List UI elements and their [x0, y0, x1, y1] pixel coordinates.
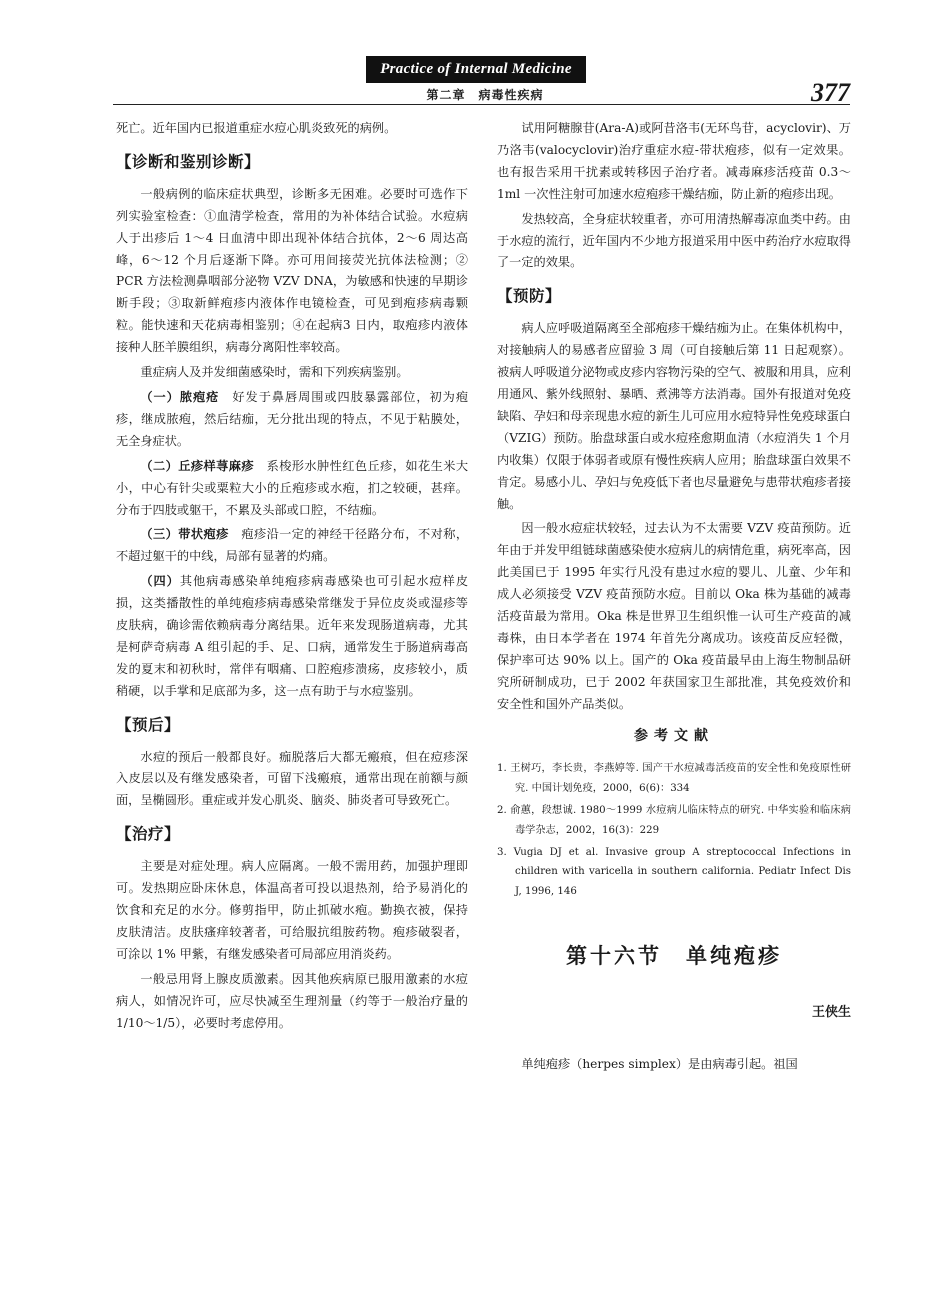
chapter-heading: 第二章 病毒性疾病: [426, 88, 544, 102]
item-lead: （二）丘疹样荨麻疹: [140, 458, 254, 473]
item-lead: （三）带状疱疹: [140, 527, 229, 542]
reference-item: 2. 俞蕙，段想诚. 1980～1999 水痘病儿临床特点的研究. 中华实验和临床病毒学杂志，2002，16(3)：229: [497, 805, 851, 836]
paragraph: 单纯疱疹（herpes simplex）是由病毒引起。祖国: [521, 1056, 798, 1071]
references-title: 参考文献: [634, 727, 714, 744]
item-text: 疱疹沿一定的神经干径路分布，不对称，不超过躯干的中线，局部有显著的灼痛。: [116, 527, 469, 564]
author-name: 王侠生: [811, 1004, 851, 1020]
header-rule: [113, 104, 850, 105]
section-heading-diagnosis: 【诊断和鉴别诊断】: [116, 152, 261, 171]
section-heading-treatment: 【治疗】: [116, 825, 181, 844]
page-number: 377: [811, 78, 850, 107]
section-heading-prognosis: 【预后】: [116, 715, 181, 734]
left-column: [116, 118, 468, 1037]
paragraph: 试用阿糖腺苷(Ara-A)或阿昔洛韦(无环鸟苷，acyclovir)、万乃洛韦(valocyclovir)治疗重症水痘-带状疱疹，似有一定效果。也有报告采用干扰素或转移因子治疗者。减毒麻疹活疫苗 0.3～1ml 一次性注射可加速水痘疱疹干燥结痂，防止新的疱疹出现。: [497, 121, 851, 201]
paragraph: 一般病例的临床症状典型，诊断多无困难。必要时可选作下列实验室检查：①血清学检查，常用的为补体结合试验。水痘病人于出疹后 1～4 日血清中即出现补体结合抗体，2～6 周达高峰，6～12 个月后逐渐下降。亦可用间接荧光抗体法检测；② PCR 方法检测鼻咽部分泌物 VZV DNA，为敏感和快速的早期诊断手段；③取新鲜疱疹内液体作电镜检查，可见到疱疹病毒颗粒。能快速和天花病毒相鉴别；④在起病3 日内，取疱疹内液体接种人胚羊膜组织，病毒分离阳性率较高。: [116, 186, 468, 355]
list-item: [116, 456, 468, 522]
paragraph: 主要是对症处理。病人应隔离。一般不需用药，加强护理即可。发热期应卧床休息，体温高者可投以退热剂，给予易消化的饮食和充足的水分。修剪指甲，防止抓破水疱。勤换衣被，保持皮肤清洁。皮肤瘙痒较著者，可给服抗组胺药物。疱疹破裂者，可涂以 1% 甲紫，有继发感染者可局部应用消炎药。: [116, 859, 468, 961]
paragraph: 病人应呼吸道隔离至全部疱疹干燥结痂为止。在集体机构中，对接触病人的易感者应留验 3 周（可自接触后第 11 日起观察）。被病人呼吸道分泌物或皮疹内容物污染的空气、被服和用具，应利用通风、紫外线照射、暴晒、煮沸等方法消毒。国外有报道对免疫缺陷、孕妇和母亲现患水痘的新生儿可应用水痘特异性免疫球蛋白（VZIG）预防。胎盘球蛋白或水痘痊愈期血清（水痘消失 1 个月内收集）仅限于体弱者或原有慢性疾病人应用；胎盘球蛋白效果不肯定。易感小儿、孕妇与免疫低下者也尽量避免与患带状疱疹者接触。: [497, 321, 851, 511]
section-heading-prevention: 【预防】: [497, 287, 562, 306]
paragraph: 重症病人及并发细菌感染时，需和下列疾病鉴别。: [140, 365, 409, 380]
journal-banner: Practice of Internal Medicine: [366, 56, 586, 83]
paragraph: 发热较高，全身症状较重者，亦可用清热解毒凉血类中药。由于水痘的流行，近年国内不少地方报道采用中医中药治疗水痘取得了一定的效果。: [497, 211, 851, 270]
item-lead: （四）: [140, 574, 180, 589]
item-lead: （一）脓疱疮: [140, 389, 220, 404]
item-text: 好发于鼻唇周围或四肢暴露部位，初为疱疹，继成脓疱，然后结痂，无分批出现的特点，不见于粘膜处，无全身症状。: [116, 389, 469, 448]
paragraph: 水痘的预后一般都良好。痂脱落后大都无瘢痕，但在痘疹深入皮层以及有继发感染者，可留下浅瘢痕，通常出现在前额与颜面，呈椭圆形。重症或并发心肌炎、脑炎、肺炎者可导致死亡。: [116, 749, 468, 808]
right-column: [497, 118, 851, 1079]
paragraph: 一般忌用肾上腺皮质激素。因其他疾病原已服用激素的水痘病人，如情况许可，应尽快减至生理剂量（约等于一般治疗量的 1/10～1/5），必要时考虑停用。: [116, 971, 468, 1030]
list-item: [116, 571, 468, 702]
item-text: 系梭形水肿性红色丘疹，如花生米大小，中心有针尖或粟粒大小的丘疱疹或水疱，扪之较硬，甚痒。分布于四肢或躯干，不累及头部或口腔，不结痂。: [116, 458, 469, 517]
paragraph: 死亡。近年国内已报道重症水痘心肌炎致死的病例。: [116, 121, 397, 135]
reference-item: 1. 王树巧，李长贵，李燕婷等. 国产干水痘减毒活疫苗的安全性和免疫原性研究. 中国计划免疫，2000，6(6)：334: [497, 763, 851, 795]
section-title: 第十六节 单纯疱疹: [566, 944, 782, 969]
reference-item: 3. Vugia DJ et al. Invasive group A streptococcal Infections in children with varicella in southern california. Pediatr Infect Dis J, 1996, 146: [497, 846, 851, 898]
list-item: [116, 387, 468, 453]
paragraph: 因一般水痘症状较轻，过去认为不太需要 VZV 疫苗预防。近年由于并发甲组链球菌感染使水痘病儿的病情危重，病死率高，因此美国已于 1995 年实行凡没有患过水痘的婴儿、儿童、少年和成人必须接受 VZV 疫苗预防水痘。目前以 Oka 株为基础的减毒活疫苗最为常用。Oka 株是世界卫生组织惟一认可生产疫苗的减毒株，由日本学者在 1974 年首先分离成功。该疫苗反应轻微，保护率可达 90% 以上。国产的 Oka 疫苗最早由上海生物制品研究所研制成功，已于 2002 年获国家卫生部批准，其免疫效价和安全性和国外产品类似。: [497, 521, 851, 711]
list-item: [116, 524, 468, 568]
item-text: 其他病毒感染单纯疱疹病毒感染也可引起水痘样皮损，这类播散性的单纯疱疹病毒感染常继发于异位皮炎或湿疹等皮肤病，确诊需依赖病毒分离结果。近年来发现肠道病毒，尤其是柯萨奇病毒 A 组引起的手、足、口病，通常发生于肠道病毒高发的夏末和初秋时，常伴有咽痛、口腔疱疹溃疡，皮疹较小，质稍硬，以手掌和足底部为多，这一点有助于与水痘鉴别。: [116, 574, 469, 698]
